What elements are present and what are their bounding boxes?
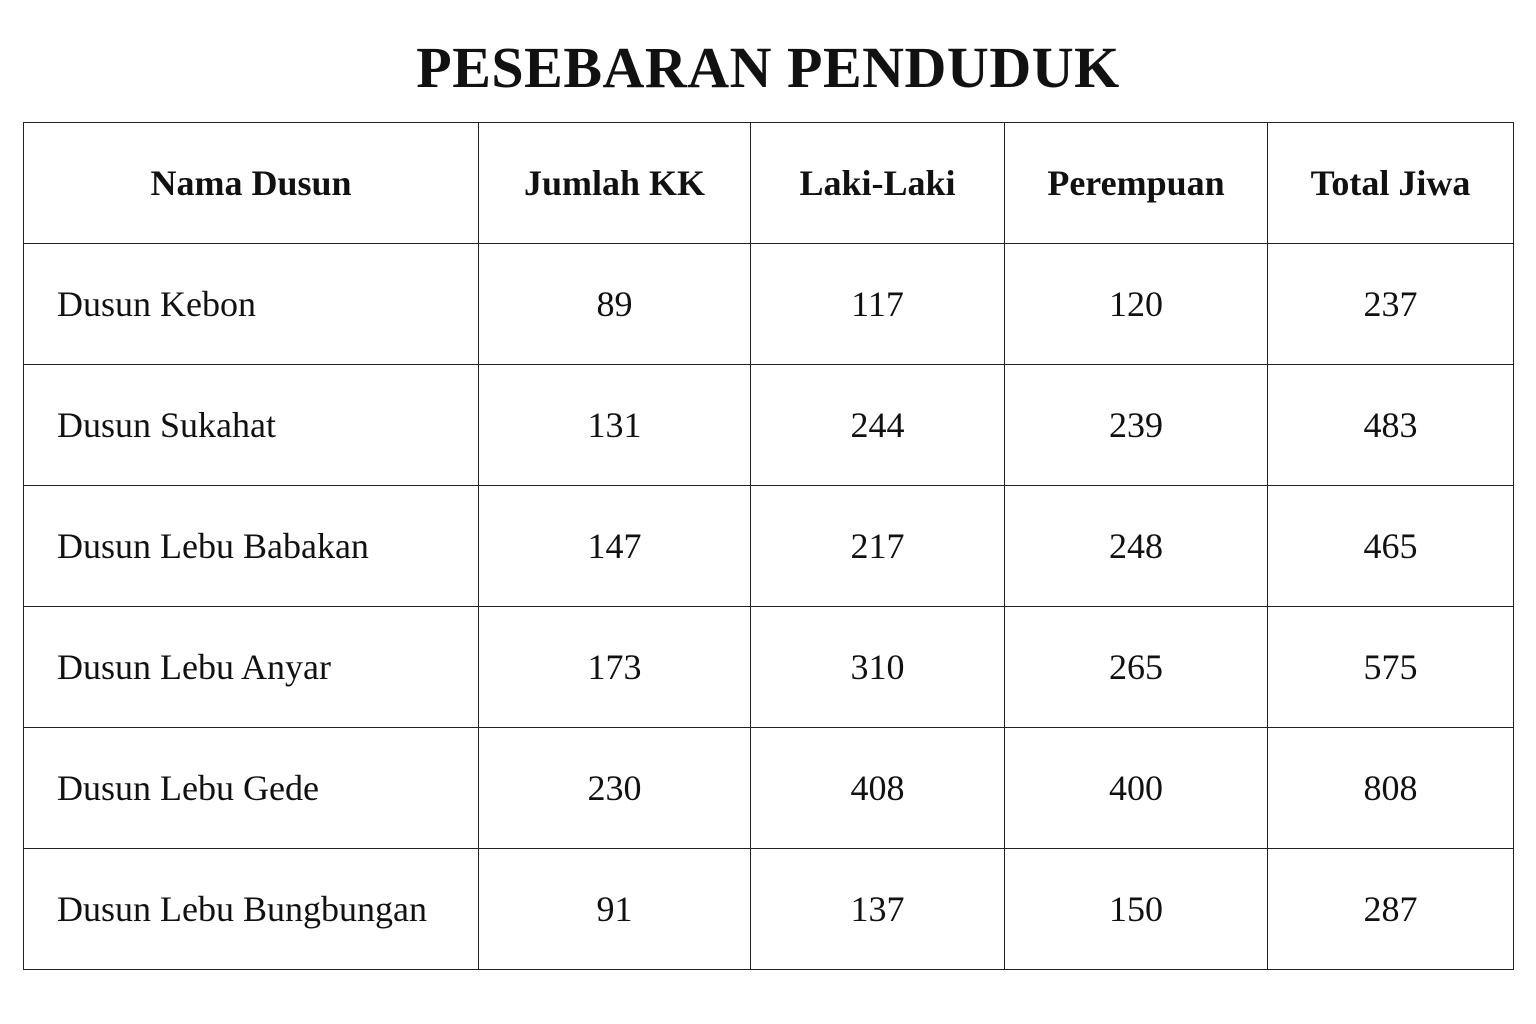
cell-total-jiwa: 237 [1268, 244, 1514, 365]
cell-perempuan: 400 [1005, 728, 1268, 849]
cell-nama-dusun: Dusun Kebon [24, 244, 479, 365]
cell-jumlah-kk: 147 [479, 486, 751, 607]
cell-total-jiwa: 575 [1268, 607, 1514, 728]
cell-laki-laki: 137 [751, 849, 1005, 970]
table-row [24, 486, 1514, 607]
table-row [24, 607, 1514, 728]
cell-nama-dusun: Dusun Lebu Gede [24, 728, 479, 849]
cell-perempuan: 150 [1005, 849, 1268, 970]
cell-laki-laki: 117 [751, 244, 1005, 365]
cell-perempuan: 239 [1005, 365, 1268, 486]
column-header-nama-dusun: Nama Dusun [24, 123, 479, 244]
column-header-perempuan: Perempuan [1005, 123, 1268, 244]
cell-jumlah-kk: 230 [479, 728, 751, 849]
cell-nama-dusun: Dusun Sukahat [24, 365, 479, 486]
cell-jumlah-kk: 131 [479, 365, 751, 486]
table-row [24, 244, 1514, 365]
table-row [24, 365, 1514, 486]
cell-total-jiwa: 287 [1268, 849, 1514, 970]
page-title: PESEBARAN PENDUDUK [416, 35, 1120, 100]
cell-laki-laki: 408 [751, 728, 1005, 849]
cell-perempuan: 120 [1005, 244, 1268, 365]
table-row [24, 728, 1514, 849]
table-row [24, 849, 1514, 970]
column-header-laki-laki: Laki-Laki [751, 123, 1005, 244]
cell-total-jiwa: 808 [1268, 728, 1514, 849]
cell-nama-dusun: Dusun Lebu Bungbungan [24, 849, 479, 970]
cell-perempuan: 265 [1005, 607, 1268, 728]
cell-jumlah-kk: 89 [479, 244, 751, 365]
cell-laki-laki: 244 [751, 365, 1005, 486]
cell-laki-laki: 310 [751, 607, 1005, 728]
cell-total-jiwa: 465 [1268, 486, 1514, 607]
cell-laki-laki: 217 [751, 486, 1005, 607]
table-header-row [24, 123, 1514, 244]
cell-nama-dusun: Dusun Lebu Babakan [24, 486, 479, 607]
cell-jumlah-kk: 173 [479, 607, 751, 728]
cell-perempuan: 248 [1005, 486, 1268, 607]
cell-total-jiwa: 483 [1268, 365, 1514, 486]
cell-nama-dusun: Dusun Lebu Anyar [24, 607, 479, 728]
population-table [23, 122, 1514, 970]
column-header-jumlah-kk: Jumlah KK [479, 123, 751, 244]
cell-jumlah-kk: 91 [479, 849, 751, 970]
column-header-total-jiwa: Total Jiwa [1268, 123, 1514, 244]
